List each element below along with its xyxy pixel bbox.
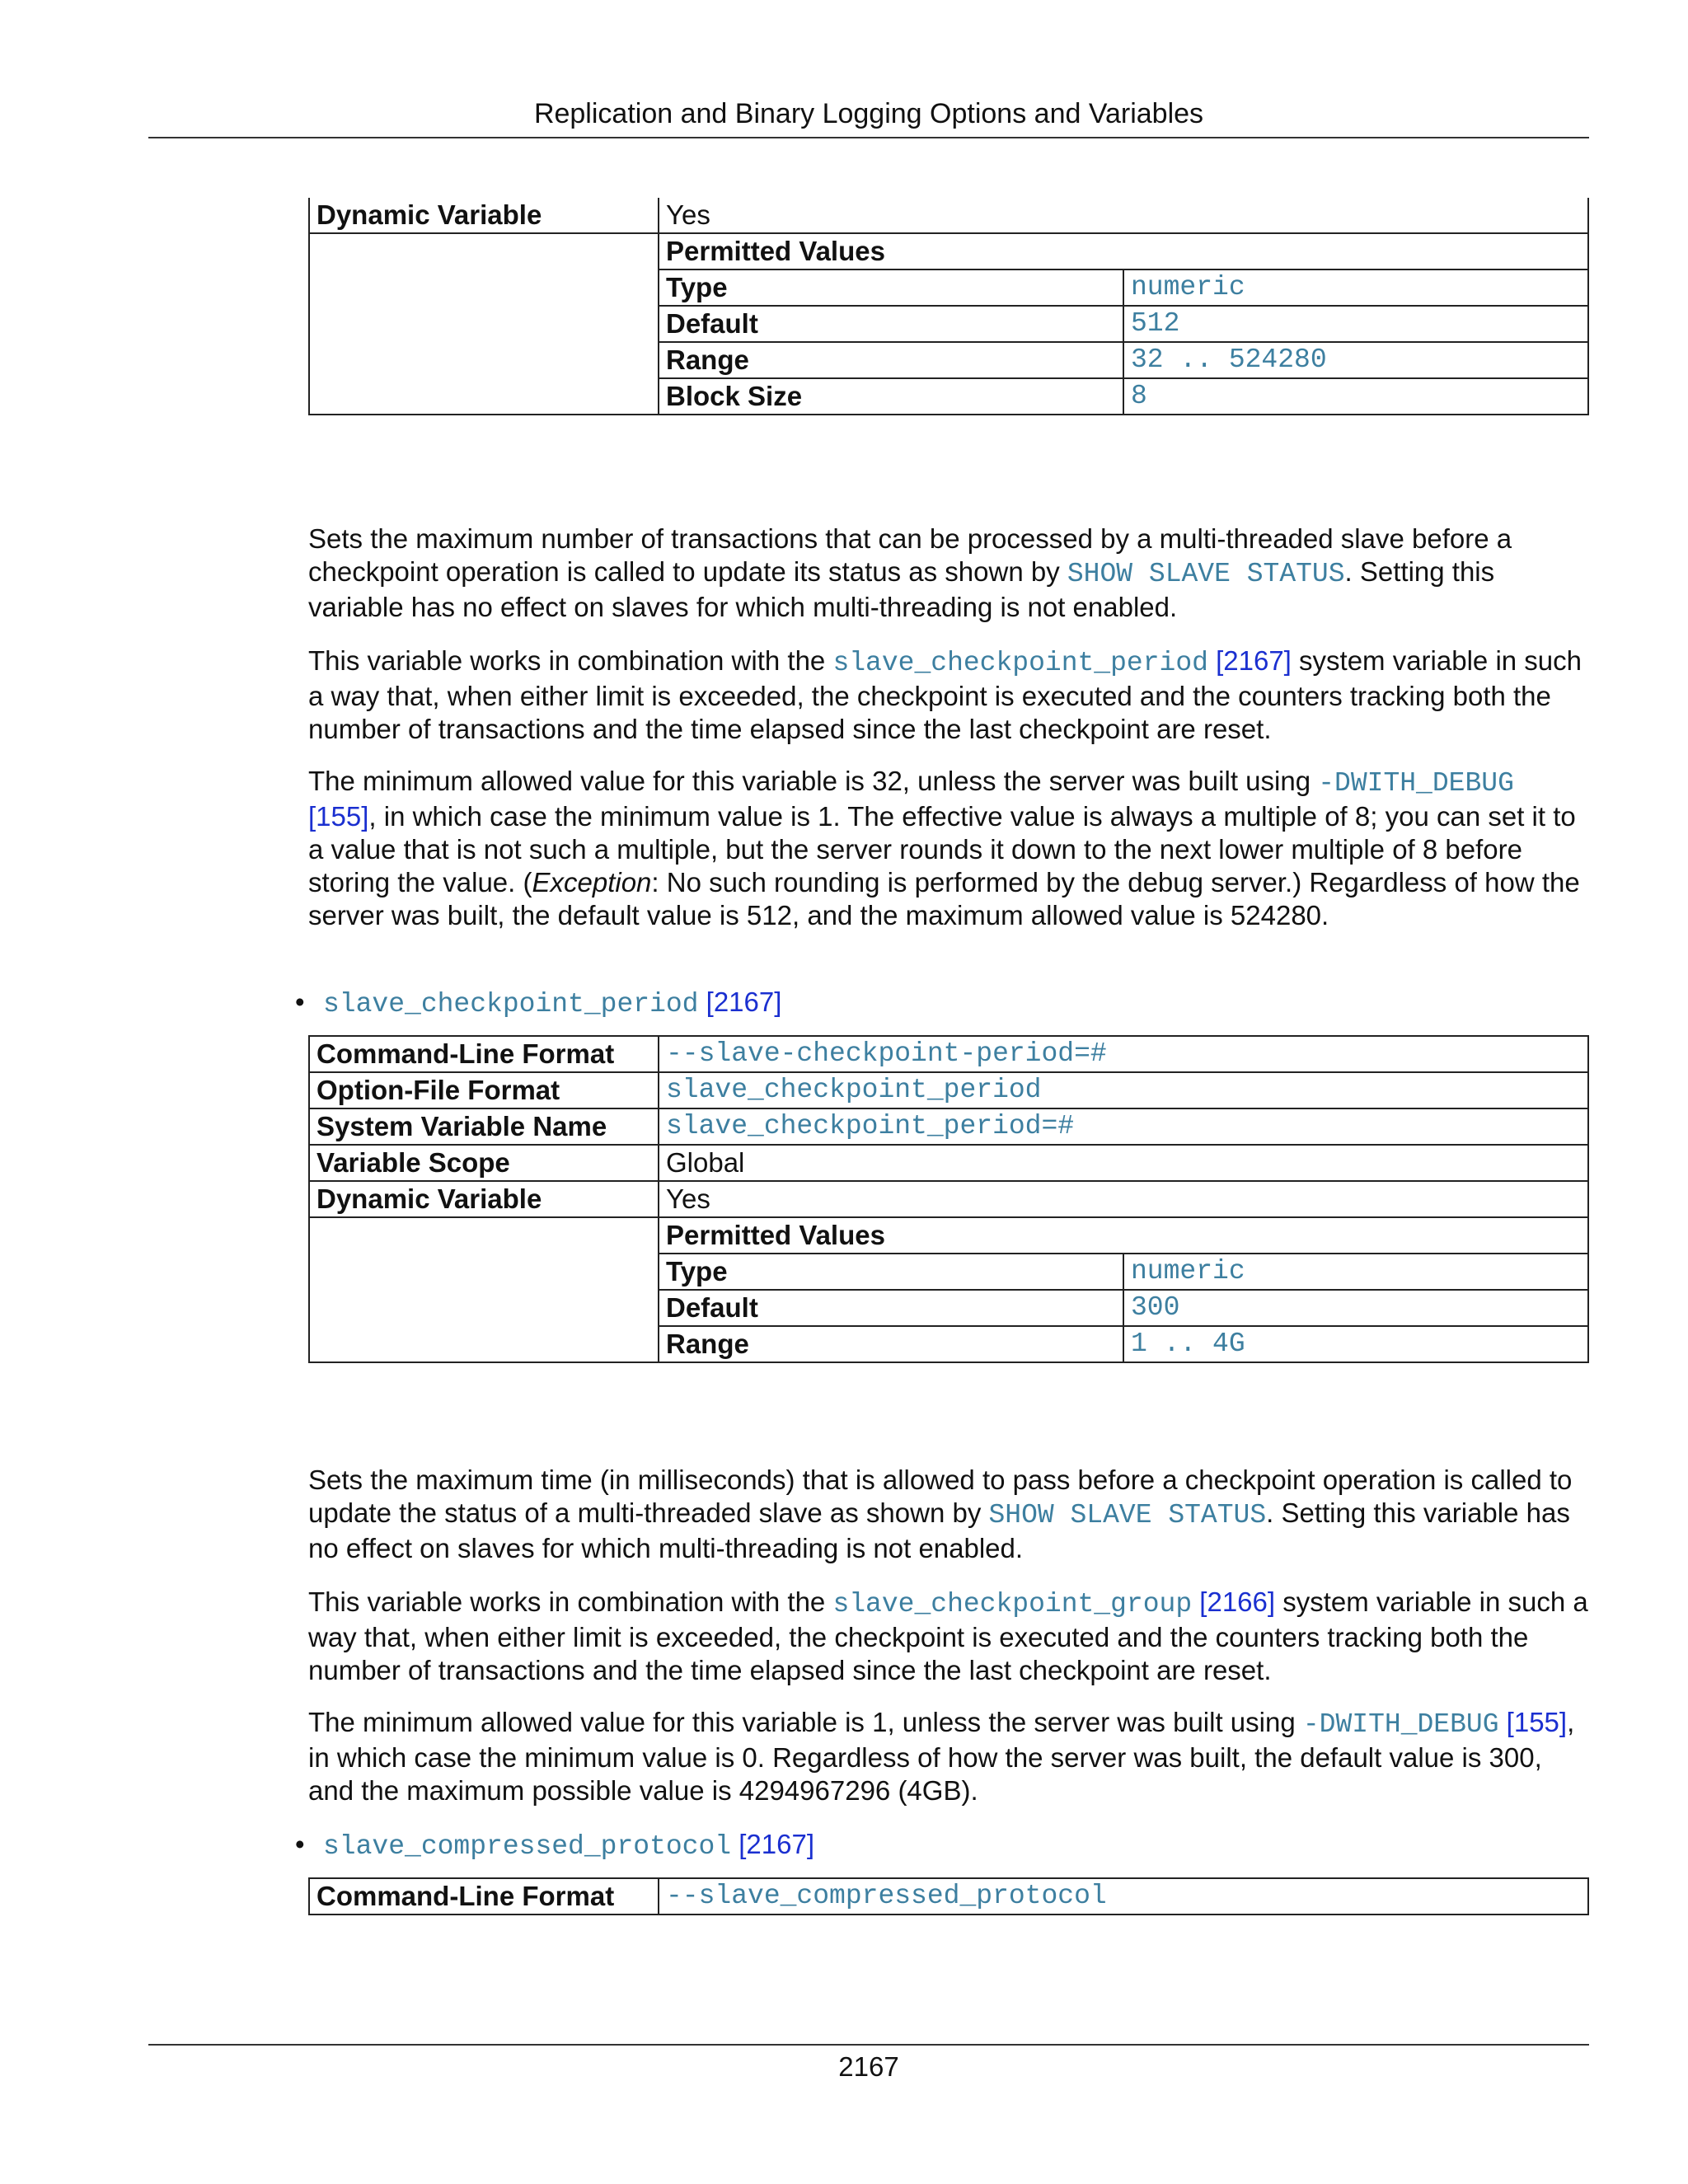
default-value: 512: [1123, 306, 1587, 342]
default-label: Default: [659, 306, 1123, 342]
paragraph-4: Sets the maximum time (in milliseconds) that is allowed to pass before a checkpoint operation is called to update the status of a multi-threaded slave as shown by SHOW SLAVE STATUS. Setting this variable has no effect on slaves for which multi-threading is not enabled.: [308, 1465, 1573, 1563]
dwith-debug-link[interactable]: -DWITH_DEBUG: [1318, 768, 1514, 799]
page-ref-link[interactable]: [2166]: [1192, 1586, 1276, 1617]
system-variable-name-label: System Variable Name: [309, 1108, 659, 1145]
variable-scope-value: Global: [659, 1145, 1588, 1181]
permitted-values-cell: [659, 233, 1588, 415]
permitted-values-heading: Permitted Values: [659, 234, 1587, 269]
footer-rule: [148, 2044, 1589, 2046]
slave-checkpoint-period-link[interactable]: slave_checkpoint_period: [323, 989, 699, 1019]
page-header: Replication and Binary Logging Options and Variables: [533, 98, 1204, 129]
system-variable-name-value: slave_checkpoint_period=#: [659, 1108, 1588, 1145]
default-value: 300: [1123, 1290, 1587, 1326]
option-file-format-value: slave_checkpoint_period: [659, 1072, 1588, 1108]
bullet-icon: •: [295, 1829, 305, 1859]
range-label: Range: [659, 342, 1123, 378]
dynamic-variable-label: Dynamic Variable: [309, 198, 659, 233]
type-value: numeric: [1123, 1254, 1587, 1290]
variable-scope-label: Variable Scope: [309, 1145, 659, 1181]
page-ref-link[interactable]: [2167]: [1207, 645, 1292, 676]
cmd-format-value: --slave-checkpoint-period=#: [659, 1036, 1588, 1072]
block-size-value: 8: [1131, 381, 1147, 411]
slave-checkpoint-group-link[interactable]: slave_checkpoint_group: [832, 1589, 1193, 1619]
type-label: Type: [659, 1254, 1123, 1290]
option-file-format-label: Option-File Format: [309, 1072, 659, 1108]
empty-label-cell: [309, 1217, 659, 1362]
range-value: 1 .. 4G: [1131, 1329, 1245, 1359]
page-number: 2167: [838, 2051, 899, 2082]
paragraph-3: The minimum allowed value for this variable is 32, unless the server was built using -DWITH_DEBUG [155], in which case the minimum value is 1. The effective value is always a multiple of 8; you can set it to a value that is not such a multiple, but the server rounds it down to the next lower multiple of 8 before storing the value. (Exception: No such rounding is performed by the debug server.) Regardless of how the server was built, the default value is 512, and the maximum allowed value is 524280.: [308, 766, 1580, 930]
bullet-slave-checkpoint-period: [295, 986, 1589, 1021]
page-ref-link[interactable]: [155]: [308, 801, 369, 832]
paragraph-1: Sets the maximum number of transactions that can be processed by a multi-threaded slave before a checkpoint operation is called to update its status as shown by SHOW SLAVE STATUS. Setting this variable has no effect on slaves for which multi-threading is not enabled.: [308, 523, 1512, 622]
variable-table-checkpoint-group-continued: [308, 198, 1589, 415]
variable-table-compressed-protocol: [308, 1877, 1589, 1915]
paragraph-5: This variable works in combination with the slave_checkpoint_group [2166] system variable in such a way that, when either limit is exceeded, the checkpoint is executed and the counters tracking both the number of transactions and the time elapsed since the last checkpoint are reset.: [308, 1586, 1588, 1685]
dynamic-variable-label: Dynamic Variable: [309, 1181, 659, 1217]
cmd-format-value: --slave_compressed_protocol: [659, 1878, 1588, 1915]
show-slave-status-code: SHOW SLAVE STATUS: [988, 1500, 1267, 1530]
header-rule: [148, 137, 1589, 138]
slave-compressed-protocol-link[interactable]: slave_compressed_protocol: [323, 1831, 732, 1862]
default-label: Default: [659, 1290, 1123, 1326]
variable-table-checkpoint-period: [308, 1035, 1589, 1363]
type-value: numeric: [1123, 269, 1587, 306]
permitted-values-heading: Permitted Values: [659, 1218, 1587, 1254]
page-ref-link[interactable]: [2167]: [698, 987, 782, 1017]
empty-label-cell: [309, 233, 659, 415]
cmd-format-label: Command-Line Format: [309, 1036, 659, 1072]
range-label: Range: [659, 1326, 1123, 1361]
cmd-format-label: Command-Line Format: [309, 1878, 659, 1915]
dynamic-variable-value: Yes: [659, 198, 1588, 233]
show-slave-status-code: SHOW SLAVE STATUS: [1067, 559, 1345, 589]
permitted-values-cell: [659, 1217, 1588, 1362]
range-value: 32 .. 524280: [1123, 342, 1587, 378]
type-label: Type: [659, 269, 1123, 306]
block-size-label: Block Size: [659, 378, 1123, 414]
page-ref-link[interactable]: [2167]: [731, 1829, 815, 1859]
bullet-slave-compressed-protocol: [295, 1828, 1589, 1863]
page-ref-link[interactable]: [155]: [1498, 1707, 1568, 1737]
paragraph-2: This variable works in combination with the slave_checkpoint_period [2167] system variable in such a way that, when either limit is exceeded, the checkpoint is executed and the counters tracking both the number of transactions and the time elapsed since the last checkpoint are reset.: [308, 645, 1582, 744]
bullet-icon: •: [295, 987, 305, 1017]
slave-checkpoint-period-link[interactable]: slave_checkpoint_period: [832, 648, 1208, 678]
paragraph-6: The minimum allowed value for this variable is 1, unless the server was built using -DWITH_DEBUG [155], in which case the minimum value is 0. Regardless of how the server was built, the default value is 300, and the maximum possible value is 4294967296 (4GB).: [308, 1707, 1575, 1806]
dynamic-variable-value: Yes: [659, 1181, 1588, 1217]
dwith-debug-link[interactable]: -DWITH_DEBUG: [1302, 1709, 1499, 1740]
